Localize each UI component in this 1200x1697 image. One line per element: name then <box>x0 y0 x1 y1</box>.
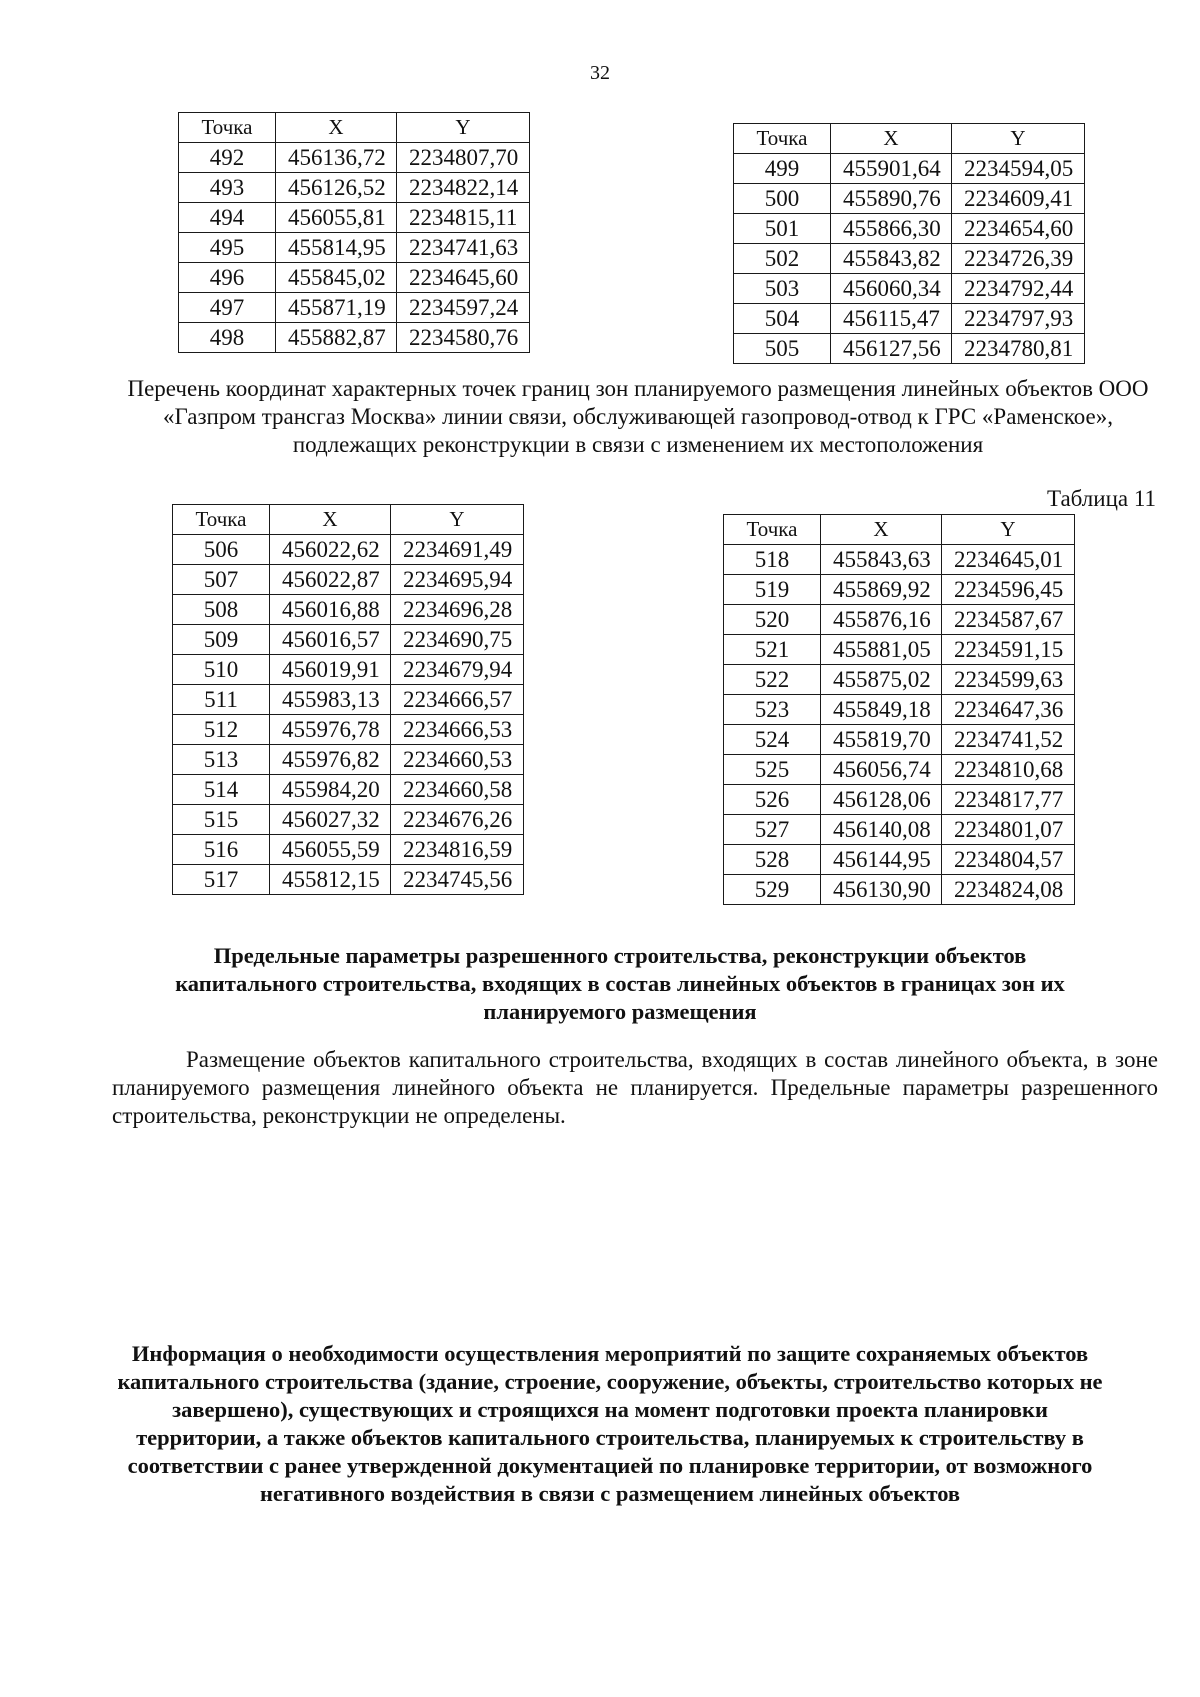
y-cell: 2234695,94 <box>391 565 524 595</box>
table-header-row <box>173 505 524 535</box>
y-cell: 2234599,63 <box>942 665 1075 695</box>
point-cell: 506 <box>173 535 270 565</box>
y-cell: 2234587,67 <box>942 605 1075 635</box>
x-cell: 455814,95 <box>276 233 397 263</box>
table-row <box>179 233 530 263</box>
table-row <box>173 745 524 775</box>
y-cell: 2234741,52 <box>942 725 1075 755</box>
y-cell: 2234645,60 <box>397 263 530 293</box>
y-cell: 2234745,56 <box>391 865 524 895</box>
y-cell: 2234824,08 <box>942 875 1075 905</box>
x-cell: 455869,92 <box>821 575 942 605</box>
y-cell: 2234801,07 <box>942 815 1075 845</box>
construction-parameters-paragraph <box>112 1046 1158 1130</box>
y-cell: 2234654,60 <box>952 214 1085 244</box>
x-cell: 456027,32 <box>270 805 391 835</box>
table-row <box>173 685 524 715</box>
table-row <box>724 725 1075 755</box>
point-cell: 501 <box>734 214 831 244</box>
y-cell: 2234690,75 <box>391 625 524 655</box>
y-cell: 2234792,44 <box>952 274 1085 304</box>
column-header-point: Точка <box>173 505 270 535</box>
table-row <box>179 293 530 323</box>
column-header-point: Точка <box>179 113 276 143</box>
table-row <box>724 755 1075 785</box>
table-row <box>173 625 524 655</box>
coordinates-table-518-529 <box>723 514 1075 905</box>
x-cell: 455812,15 <box>270 865 391 895</box>
x-cell: 455984,20 <box>270 775 391 805</box>
table-row <box>734 304 1085 334</box>
x-cell: 456022,87 <box>270 565 391 595</box>
construction-parameters-heading: Предельные параметры разрешенного строительства, реконструкции объектов капитального строительства, входящих в состав линейных объектов в границах зон их планируемого размещения <box>175 943 1065 1024</box>
table-row <box>173 865 524 895</box>
point-cell: 518 <box>724 545 821 575</box>
table-row <box>179 173 530 203</box>
point-cell: 502 <box>734 244 831 274</box>
point-cell: 492 <box>179 143 276 173</box>
x-cell: 456019,91 <box>270 655 391 685</box>
x-cell: 455849,18 <box>821 695 942 725</box>
point-cell: 499 <box>734 154 831 184</box>
table-row <box>173 535 524 565</box>
page-number: 32 <box>590 62 610 84</box>
y-cell: 2234609,41 <box>952 184 1085 214</box>
y-cell: 2234666,53 <box>391 715 524 745</box>
table-row <box>724 545 1075 575</box>
table-row <box>179 263 530 293</box>
x-cell: 455876,16 <box>821 605 942 635</box>
table-row <box>724 695 1075 725</box>
point-cell: 494 <box>179 203 276 233</box>
x-cell: 456056,74 <box>821 755 942 785</box>
y-cell: 2234597,24 <box>397 293 530 323</box>
point-cell: 498 <box>179 323 276 353</box>
point-cell: 519 <box>724 575 821 605</box>
table-header-row <box>734 124 1085 154</box>
column-header-y: Y <box>391 505 524 535</box>
column-header-y: Y <box>397 113 530 143</box>
point-cell: 517 <box>173 865 270 895</box>
y-cell: 2234647,36 <box>942 695 1075 725</box>
y-cell: 2234780,81 <box>952 334 1085 364</box>
x-cell: 456022,62 <box>270 535 391 565</box>
column-header-x: X <box>270 505 391 535</box>
x-cell: 455882,87 <box>276 323 397 353</box>
table-row <box>724 875 1075 905</box>
point-cell: 513 <box>173 745 270 775</box>
table-row <box>173 835 524 865</box>
y-cell: 2234810,68 <box>942 755 1075 785</box>
y-cell: 2234807,70 <box>397 143 530 173</box>
coordinates-table-492-498 <box>178 112 530 353</box>
point-cell: 529 <box>724 875 821 905</box>
point-cell: 526 <box>724 785 821 815</box>
column-header-x: X <box>821 515 942 545</box>
x-cell: 455881,05 <box>821 635 942 665</box>
x-cell: 456144,95 <box>821 845 942 875</box>
point-cell: 520 <box>724 605 821 635</box>
y-cell: 2234817,77 <box>942 785 1075 815</box>
x-cell: 455890,76 <box>831 184 952 214</box>
point-cell: 500 <box>734 184 831 214</box>
x-cell: 456136,72 <box>276 143 397 173</box>
point-cell: 503 <box>734 274 831 304</box>
column-header-y: Y <box>942 515 1075 545</box>
coordinates-list-heading: Перечень координат характерных точек границ зон планируемого размещения линейных объектов ООО «Газпром трансгаз Москва» линии связи, обслуживающей газопровод-отвод к ГРС «Раменское», подлежащих реконструкции в связи с изменением их местоположения <box>127 376 1149 457</box>
x-cell: 456127,56 <box>831 334 952 364</box>
point-cell: 523 <box>724 695 821 725</box>
table-row <box>179 143 530 173</box>
point-cell: 495 <box>179 233 276 263</box>
point-cell: 528 <box>724 845 821 875</box>
y-cell: 2234660,58 <box>391 775 524 805</box>
y-cell: 2234797,93 <box>952 304 1085 334</box>
coordinates-table-499-505 <box>733 123 1085 364</box>
x-cell: 455871,19 <box>276 293 397 323</box>
point-cell: 512 <box>173 715 270 745</box>
y-cell: 2234645,01 <box>942 545 1075 575</box>
table-row <box>173 595 524 625</box>
table-number-caption: Таблица 11 <box>1046 486 1156 511</box>
x-cell: 455866,30 <box>831 214 952 244</box>
column-header-point: Точка <box>734 124 831 154</box>
y-cell: 2234679,94 <box>391 655 524 685</box>
x-cell: 456016,88 <box>270 595 391 625</box>
y-cell: 2234596,45 <box>942 575 1075 605</box>
column-header-point: Точка <box>724 515 821 545</box>
point-cell: 510 <box>173 655 270 685</box>
point-cell: 505 <box>734 334 831 364</box>
table-row <box>734 154 1085 184</box>
table-row <box>724 605 1075 635</box>
x-cell: 455901,64 <box>831 154 952 184</box>
table-row <box>734 244 1085 274</box>
y-cell: 2234822,14 <box>397 173 530 203</box>
x-cell: 455843,82 <box>831 244 952 274</box>
y-cell: 2234580,76 <box>397 323 530 353</box>
table-row <box>724 785 1075 815</box>
y-cell: 2234691,49 <box>391 535 524 565</box>
point-cell: 522 <box>724 665 821 695</box>
x-cell: 455976,82 <box>270 745 391 775</box>
table-row <box>173 655 524 685</box>
table-header-row <box>179 113 530 143</box>
table-row <box>724 845 1075 875</box>
point-cell: 516 <box>173 835 270 865</box>
table-row <box>173 805 524 835</box>
x-cell: 455983,13 <box>270 685 391 715</box>
y-cell: 2234741,63 <box>397 233 530 263</box>
x-cell: 456060,34 <box>831 274 952 304</box>
table-row <box>179 323 530 353</box>
x-cell: 456016,57 <box>270 625 391 655</box>
coordinates-table-506-517 <box>172 504 524 895</box>
x-cell: 456055,81 <box>276 203 397 233</box>
y-cell: 2234696,28 <box>391 595 524 625</box>
y-cell: 2234726,39 <box>952 244 1085 274</box>
point-cell: 504 <box>734 304 831 334</box>
table-row <box>724 665 1075 695</box>
y-cell: 2234594,05 <box>952 154 1085 184</box>
table-header-row <box>724 515 1075 545</box>
point-cell: 496 <box>179 263 276 293</box>
x-cell: 456055,59 <box>270 835 391 865</box>
x-cell: 456126,52 <box>276 173 397 203</box>
table-row <box>173 715 524 745</box>
y-cell: 2234676,26 <box>391 805 524 835</box>
point-cell: 524 <box>724 725 821 755</box>
point-cell: 511 <box>173 685 270 715</box>
y-cell: 2234816,59 <box>391 835 524 865</box>
table-row <box>734 214 1085 244</box>
column-header-y: Y <box>952 124 1085 154</box>
point-cell: 525 <box>724 755 821 785</box>
table-row <box>173 775 524 805</box>
table-row <box>724 575 1075 605</box>
point-cell: 507 <box>173 565 270 595</box>
x-cell: 456130,90 <box>821 875 942 905</box>
x-cell: 455843,63 <box>821 545 942 575</box>
x-cell: 456115,47 <box>831 304 952 334</box>
x-cell: 455845,02 <box>276 263 397 293</box>
point-cell: 509 <box>173 625 270 655</box>
y-cell: 2234815,11 <box>397 203 530 233</box>
table-row <box>179 203 530 233</box>
y-cell: 2234591,15 <box>942 635 1075 665</box>
point-cell: 521 <box>724 635 821 665</box>
point-cell: 515 <box>173 805 270 835</box>
x-cell: 455819,70 <box>821 725 942 755</box>
y-cell: 2234804,57 <box>942 845 1075 875</box>
protection-measures-heading: Информация о необходимости осуществления мероприятий по защите сохраняемых объектов капитального строительства (здание, строение, сооружение, объекты, строительство которых не завершено), существующих и строящихся на момент подготовки проекта планировки территории, а также объектов капитального строительства, планируемых к строительству в соответствии с ранее утвержденной документацией по планировке территории, от возможного негативного воздействия в связи с размещением линейных объектов <box>117 1341 1103 1506</box>
x-cell: 456128,06 <box>821 785 942 815</box>
y-cell: 2234666,57 <box>391 685 524 715</box>
point-cell: 497 <box>179 293 276 323</box>
point-cell: 527 <box>724 815 821 845</box>
table-row <box>724 635 1075 665</box>
point-cell: 493 <box>179 173 276 203</box>
paragraph-text: Размещение объектов капитального строительства, входящих в состав линейного объекта, в зоне планируемого размещения линейного объекта не планируется. Предельные параметры разрешенного строительства, реконструкции не определены. <box>112 1047 1158 1128</box>
y-cell: 2234660,53 <box>391 745 524 775</box>
point-cell: 508 <box>173 595 270 625</box>
table-row <box>173 565 524 595</box>
table-row <box>734 184 1085 214</box>
point-cell: 514 <box>173 775 270 805</box>
x-cell: 455976,78 <box>270 715 391 745</box>
table-row <box>734 334 1085 364</box>
table-row <box>734 274 1085 304</box>
column-header-x: X <box>831 124 952 154</box>
column-header-x: X <box>276 113 397 143</box>
x-cell: 455875,02 <box>821 665 942 695</box>
x-cell: 456140,08 <box>821 815 942 845</box>
table-row <box>724 815 1075 845</box>
